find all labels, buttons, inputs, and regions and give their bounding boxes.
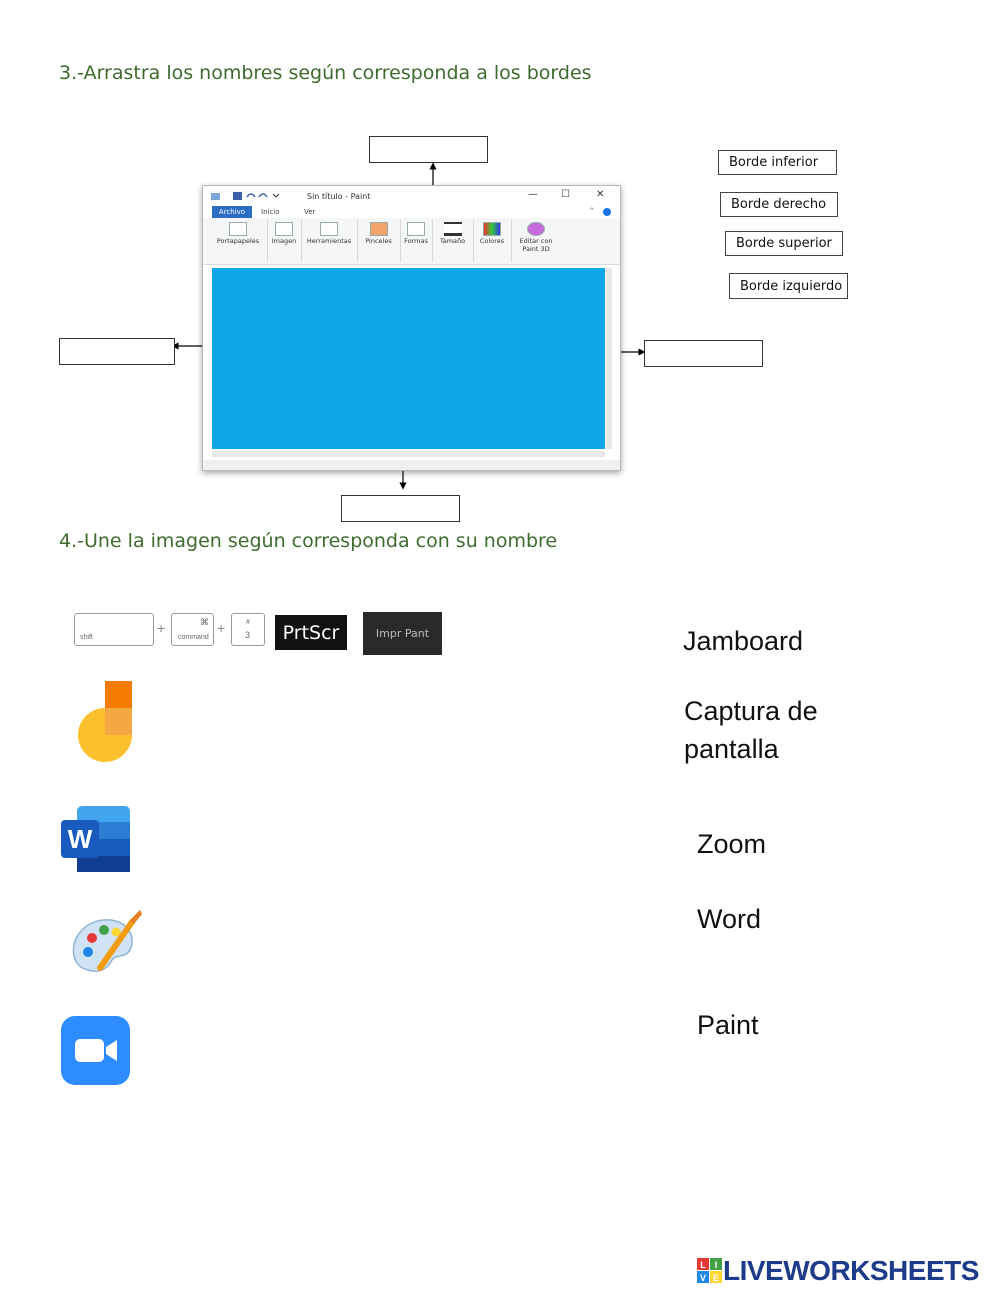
section4-title: 4.-Une la imagen según corresponda con su nombre xyxy=(59,530,558,552)
tools-icon xyxy=(320,222,338,236)
brand-name: LIVEWORKSHEETS xyxy=(723,1255,979,1286)
paint-ribbon xyxy=(203,218,620,265)
horizontal-scrollbar xyxy=(212,451,605,457)
help-icon xyxy=(603,208,611,216)
quick-access-icons xyxy=(211,191,301,201)
tab-inicio: Inicio xyxy=(261,208,280,216)
group-imagen xyxy=(267,220,302,262)
impr-pant-key[interactable]: Impr Pant xyxy=(363,612,442,655)
answer-zoom[interactable]: Zoom xyxy=(697,829,767,859)
liveworksheets-logo-icon xyxy=(697,1258,723,1284)
drag-label-borde-inferior[interactable]: Borde inferior xyxy=(718,150,837,175)
word-icon[interactable] xyxy=(61,806,131,872)
drag-label-borde-superior[interactable]: Borde superior xyxy=(725,231,843,256)
group-label: Colores xyxy=(479,237,505,245)
group-formas xyxy=(400,220,433,262)
three-label: 3 xyxy=(245,630,251,640)
maximize-icon: ☐ xyxy=(561,189,570,200)
colors-icon xyxy=(483,222,501,236)
group-colores xyxy=(473,220,512,262)
word-letter: W xyxy=(67,824,93,854)
group-label: Pinceles xyxy=(365,237,392,245)
paint-statusbar xyxy=(203,460,620,470)
paint-tabs xyxy=(203,206,620,218)
command-key[interactable] xyxy=(171,613,214,646)
answer-jamboard[interactable]: Jamboard xyxy=(683,626,804,656)
prtscr-key[interactable]: PrtScr xyxy=(275,615,347,650)
paint-window xyxy=(202,185,621,471)
clipboard-icon xyxy=(229,222,247,236)
tab-archivo: Archivo xyxy=(212,206,252,218)
answer-captura-de-pantalla[interactable]: Captura de pantalla xyxy=(684,696,818,764)
group-label: Formas xyxy=(404,237,428,245)
minimize-icon: — xyxy=(528,189,538,200)
paint-icon[interactable] xyxy=(70,908,144,976)
paint-titlebar xyxy=(203,186,620,206)
shapes-icon xyxy=(407,222,425,236)
drop-box-right[interactable] xyxy=(644,340,763,367)
plus-sign: + xyxy=(157,620,166,636)
plus-sign: + xyxy=(217,620,226,636)
section3-title: 3.-Arrastra los nombres según corresponda a los bordes xyxy=(59,62,592,84)
svg-text:L: L xyxy=(700,1260,706,1270)
command-key-label: command xyxy=(178,634,209,641)
drop-box-top[interactable] xyxy=(369,136,488,163)
tab-ver: Ver xyxy=(304,208,316,216)
svg-text:V: V xyxy=(699,1273,707,1283)
command-symbol: ⌘ xyxy=(200,617,209,627)
brush-icon xyxy=(370,222,388,236)
size-icon xyxy=(444,222,462,236)
paint-window-title: Sin título - Paint xyxy=(307,192,371,201)
chevron-up-icon: ^ xyxy=(589,207,595,215)
group-label: Imagen xyxy=(271,237,297,245)
image-icon xyxy=(275,222,293,236)
group-pinceles xyxy=(357,220,401,262)
answer-word[interactable]: Word xyxy=(697,904,762,934)
paint-canvas xyxy=(212,268,605,449)
zoom-icon[interactable] xyxy=(61,1016,130,1085)
vertical-scrollbar xyxy=(606,268,612,449)
shift-key[interactable] xyxy=(74,613,154,646)
group-herramientas xyxy=(301,220,358,262)
drag-label-borde-derecho[interactable]: Borde derecho xyxy=(720,192,838,217)
drop-box-bottom[interactable] xyxy=(341,495,460,522)
group-label: Portapapeles xyxy=(216,237,260,245)
group-label: Editar con Paint 3D xyxy=(519,237,553,253)
liveworksheets-logo xyxy=(697,1257,979,1285)
three-key[interactable] xyxy=(231,613,265,646)
close-icon: ✕ xyxy=(596,189,605,200)
hash-symbol: # xyxy=(246,619,250,626)
svg-text:I: I xyxy=(714,1260,718,1270)
paint3d-icon xyxy=(527,222,545,236)
answer-paint[interactable]: Paint xyxy=(697,1010,759,1040)
drop-box-left[interactable] xyxy=(59,338,175,365)
group-portapapeles xyxy=(209,220,268,262)
group-paint3d xyxy=(511,220,561,262)
group-label: Herramientas xyxy=(306,237,352,245)
shift-key-label: shift xyxy=(80,634,93,641)
drag-label-borde-izquierdo[interactable]: Borde izquierdo xyxy=(729,273,848,299)
jamboard-icon[interactable] xyxy=(78,681,134,763)
group-label: Tamaño xyxy=(439,237,466,245)
svg-text:E: E xyxy=(712,1273,720,1283)
group-tamano xyxy=(432,220,474,262)
